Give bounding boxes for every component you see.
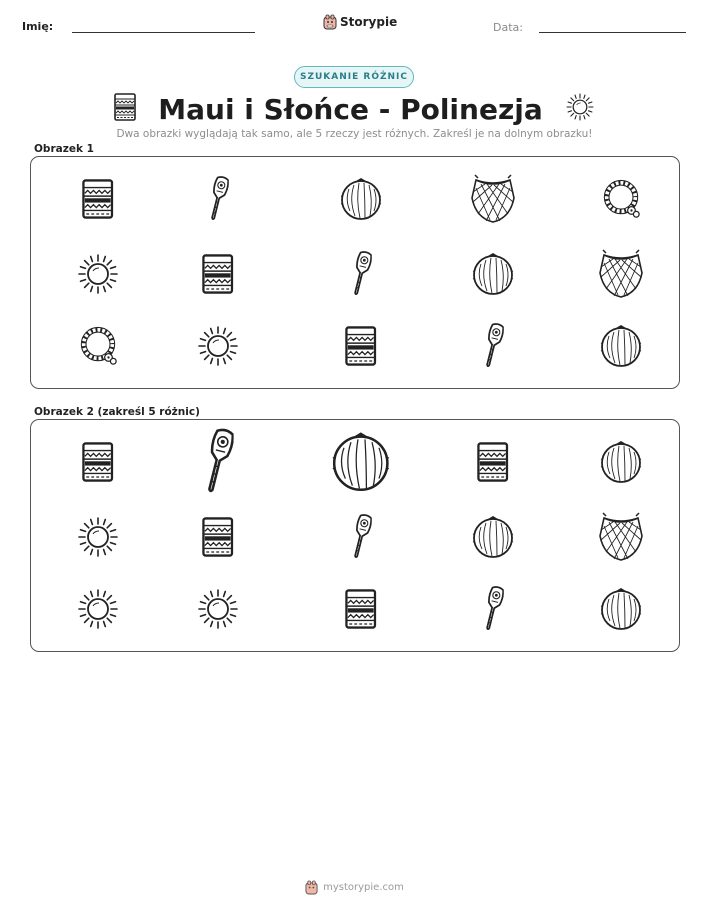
date-field-line[interactable] — [539, 32, 686, 33]
picture1-label: Obrazek 1 — [34, 143, 94, 155]
picture1-panel — [30, 156, 680, 389]
title-row — [0, 90, 709, 128]
coconut-icon[interactable] — [471, 515, 515, 559]
tapa-cloth-icon[interactable] — [345, 589, 376, 629]
footer-site: mystorypie.com — [323, 882, 404, 893]
activity-badge: SZUKANIE RÓŻNIC — [294, 66, 414, 88]
storypie-mascot-icon — [305, 880, 318, 895]
sun-icon — [76, 252, 120, 296]
flower-lei-icon — [600, 178, 642, 220]
tapa-cloth-icon — [114, 93, 136, 125]
tapa-cloth-icon[interactable] — [477, 442, 508, 482]
picture2-label: Obrazek 2 (zakreśl 5 różnic) — [34, 406, 200, 418]
picture2-panel[interactable] — [30, 419, 680, 652]
war-club-icon[interactable] — [202, 427, 234, 497]
tapa-cloth-icon[interactable] — [82, 442, 113, 482]
coconut-icon[interactable] — [330, 431, 392, 493]
coconut-icon[interactable] — [599, 440, 643, 484]
tapa-cloth-icon — [345, 326, 376, 366]
tapa-cloth-icon — [82, 179, 113, 219]
tapa-cloth-icon — [202, 254, 233, 294]
footer — [0, 880, 709, 895]
sun-icon[interactable] — [76, 587, 120, 631]
war-club-icon — [207, 175, 229, 223]
coconut-icon — [599, 324, 643, 368]
storypie-mascot-icon — [323, 14, 337, 30]
woven-net-bag-icon — [598, 249, 644, 299]
flower-lei-icon — [77, 325, 119, 367]
sun-icon — [196, 324, 240, 368]
war-club-icon[interactable] — [350, 513, 372, 561]
instructions: Dwa obrazki wyglądają tak samo, ale 5 rzeczy jest różnych. Zakreśl je na dolnym obrazku! — [116, 128, 593, 140]
brand-name: Storypie — [340, 15, 398, 29]
coconut-icon — [471, 252, 515, 296]
woven-net-bag-icon[interactable] — [598, 512, 644, 562]
sun-icon[interactable] — [76, 515, 120, 559]
woven-net-bag-icon — [470, 174, 516, 224]
sun-icon — [565, 92, 595, 126]
war-club-icon — [350, 250, 372, 298]
date-label: Data: — [493, 21, 523, 34]
page-title: Maui i Słońce - Polinezja — [158, 92, 543, 126]
war-club-icon[interactable] — [482, 585, 504, 633]
name-field-line[interactable] — [72, 32, 255, 33]
coconut-icon — [339, 177, 383, 221]
name-label: Imię: — [22, 20, 54, 33]
coconut-icon[interactable] — [599, 587, 643, 631]
sun-icon[interactable] — [196, 587, 240, 631]
tapa-cloth-icon[interactable] — [202, 517, 233, 557]
brand-logo — [323, 14, 397, 30]
war-club-icon — [482, 322, 504, 370]
